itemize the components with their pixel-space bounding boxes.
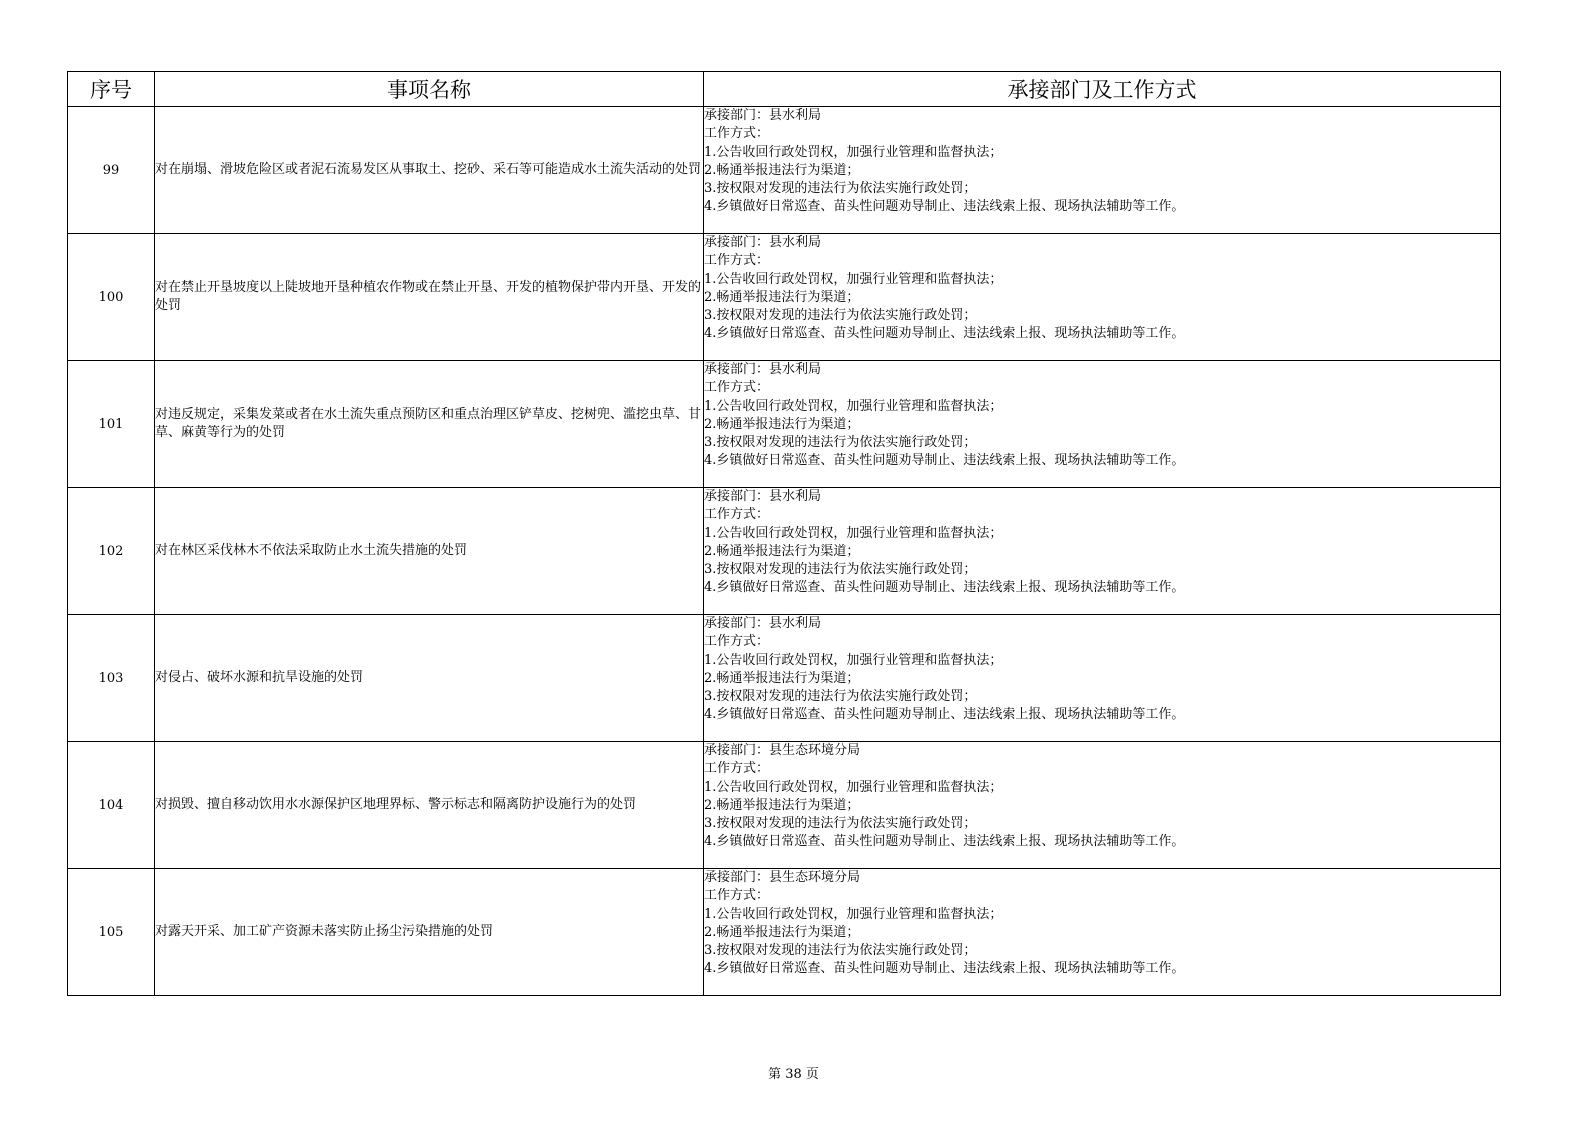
dept-method-line: 2.畅通举报违法行为渠道； [704, 289, 860, 305]
dept-method-line: 2.畅通举报违法行为渠道； [704, 543, 860, 559]
row-dept-method [704, 615, 1501, 742]
header-dept: 承接部门及工作方式 [704, 72, 1501, 107]
table-body [68, 107, 1501, 996]
page-number: 第 38 页 [768, 1067, 819, 1082]
table-row [68, 361, 1501, 488]
dept-method-line: 4.乡镇做好日常巡查、苗头性问题劝导制止、违法线索上报、现场执法辅助等工作。 [704, 199, 1185, 215]
table-row [68, 107, 1501, 234]
dept-method-line: 4.乡镇做好日常巡查、苗头性问题劝导制止、违法线索上报、现场执法辅助等工作。 [704, 707, 1185, 723]
dept-method-line: 1.公告收回行政处罚权，加强行业管理和监督执法； [704, 652, 1003, 668]
dept-method-line: 3.按权限对发现的违法行为依法实施行政处罚； [704, 816, 977, 832]
dept-method-line: 2.畅通举报违法行为渠道； [704, 797, 860, 813]
dept-method-line: 工作方式： [704, 253, 770, 269]
row-index: 99 [68, 107, 155, 234]
row-index: 100 [68, 234, 155, 361]
dept-method-line: 承接部门：县生态环境分局 [704, 743, 861, 758]
row-matter-name: 对在林区采伐林木不依法采取防止水土流失措施的处罚 [155, 488, 704, 615]
row-matter-name: 对违反规定，采集发菜或者在水土流失重点预防区和重点治理区铲草皮、挖树兜、滥挖虫草、甘草、麻黄等行为的处罚 [155, 361, 704, 488]
dept-method-line: 4.乡镇做好日常巡查、苗头性问题劝导制止、违法线索上报、现场执法辅助等工作。 [704, 961, 1185, 977]
dept-method-line: 3.按权限对发现的违法行为依法实施行政处罚； [704, 308, 977, 324]
dept-method-line: 1.公告收回行政处罚权，加强行业管理和监督执法； [704, 779, 1003, 795]
row-index: 104 [68, 742, 155, 869]
row-index: 103 [68, 615, 155, 742]
row-index: 105 [68, 869, 155, 996]
row-index: 102 [68, 488, 155, 615]
row-matter-name: 对在禁止开垦坡度以上陡坡地开垦种植农作物或在禁止开垦、开发的植物保护带内开垦、开发的处罚 [155, 234, 704, 361]
dept-method-line: 3.按权限对发现的违法行为依法实施行政处罚； [704, 562, 977, 578]
table-row [68, 615, 1501, 742]
dept-method-line: 3.按权限对发现的违法行为依法实施行政处罚； [704, 435, 977, 451]
row-index: 101 [68, 361, 155, 488]
row-dept-method [704, 361, 1501, 488]
matters-table [67, 71, 1501, 996]
dept-method-line: 2.畅通举报违法行为渠道； [704, 162, 860, 178]
dept-method-line: 3.按权限对发现的违法行为依法实施行政处罚； [704, 943, 977, 959]
header-row [68, 72, 1501, 107]
dept-method-line: 工作方式： [704, 380, 770, 396]
dept-method-line: 工作方式： [704, 888, 770, 904]
dept-method-line: 1.公告收回行政处罚权，加强行业管理和监督执法； [704, 398, 1003, 414]
row-dept-method [704, 488, 1501, 615]
table-row [68, 869, 1501, 996]
dept-method-line: 3.按权限对发现的违法行为依法实施行政处罚； [704, 181, 977, 197]
table-row [68, 234, 1501, 361]
dept-method-line: 4.乡镇做好日常巡查、苗头性问题劝导制止、违法线索上报、现场执法辅助等工作。 [704, 834, 1185, 850]
table-row [68, 488, 1501, 615]
row-dept-method [704, 869, 1501, 996]
dept-method-line: 1.公告收回行政处罚权，加强行业管理和监督执法； [704, 144, 1003, 160]
dept-method-line: 工作方式： [704, 634, 770, 650]
dept-method-line: 4.乡镇做好日常巡查、苗头性问题劝导制止、违法线索上报、现场执法辅助等工作。 [704, 580, 1185, 596]
dept-method-line: 承接部门：县生态环境分局 [704, 870, 861, 885]
dept-method-line: 2.畅通举报违法行为渠道； [704, 924, 860, 940]
dept-method-line: 4.乡镇做好日常巡查、苗头性问题劝导制止、违法线索上报、现场执法辅助等工作。 [704, 326, 1185, 342]
dept-method-line: 工作方式： [704, 507, 770, 523]
dept-method-line: 承接部门：县水利局 [704, 235, 822, 250]
dept-method-line: 承接部门：县水利局 [704, 489, 822, 504]
dept-method-line: 1.公告收回行政处罚权，加强行业管理和监督执法； [704, 271, 1003, 287]
header-index: 序号 [68, 72, 155, 107]
row-matter-name: 对露天开采、加工矿产资源未落实防止扬尘污染措施的处罚 [155, 869, 704, 996]
row-matter-name: 对侵占、破坏水源和抗旱设施的处罚 [155, 615, 704, 742]
dept-method-line: 2.畅通举报违法行为渠道； [704, 670, 860, 686]
dept-method-line: 1.公告收回行政处罚权，加强行业管理和监督执法； [704, 906, 1003, 922]
dept-method-line: 承接部门：县水利局 [704, 108, 822, 123]
table-row [68, 742, 1501, 869]
row-dept-method [704, 234, 1501, 361]
dept-method-line: 工作方式： [704, 761, 770, 777]
row-matter-name: 对损毁、擅自移动饮用水水源保护区地理界标、警示标志和隔离防护设施行为的处罚 [155, 742, 704, 869]
dept-method-line: 1.公告收回行政处罚权，加强行业管理和监督执法； [704, 525, 1003, 541]
dept-method-line: 工作方式： [704, 126, 770, 142]
row-dept-method [704, 742, 1501, 869]
header-name: 事项名称 [155, 72, 704, 107]
dept-method-line: 承接部门：县水利局 [704, 362, 822, 377]
row-matter-name: 对在崩塌、滑坡危险区或者泥石流易发区从事取土、挖砂、采石等可能造成水土流失活动的处罚 [155, 107, 704, 234]
dept-method-line: 3.按权限对发现的违法行为依法实施行政处罚； [704, 689, 977, 705]
dept-method-line: 4.乡镇做好日常巡查、苗头性问题劝导制止、违法线索上报、现场执法辅助等工作。 [704, 453, 1185, 469]
table-header [68, 72, 1501, 107]
row-dept-method [704, 107, 1501, 234]
dept-method-line: 2.畅通举报违法行为渠道； [704, 416, 860, 432]
dept-method-line: 承接部门：县水利局 [704, 616, 822, 631]
